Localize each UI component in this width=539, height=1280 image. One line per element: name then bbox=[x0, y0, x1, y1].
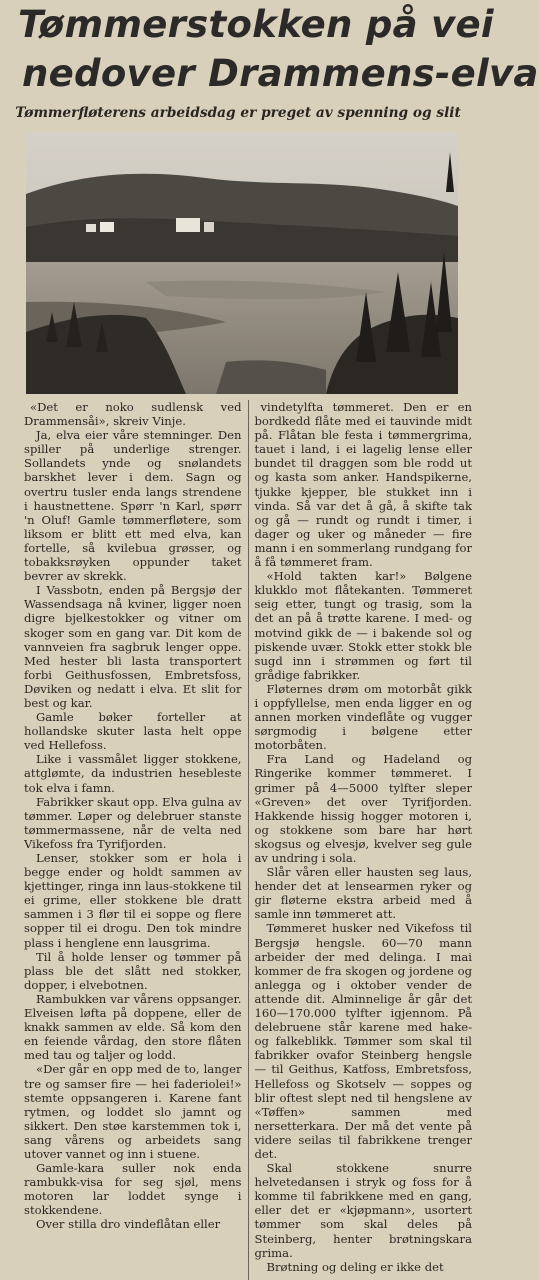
paragraph: Skal stokkene snurre helvetedansen i stryk og foss for å komme til fabrikkene med en gang, eller det er «kjøpmann», usortert tømmer som skal deles på Steinberg, henter brøtningskara grima. bbox=[254, 1161, 472, 1260]
paragraph: Fra Land og Hadeland og Ringerike kommer tømmeret. I grimer på 4—5000 tylfter sleper «Greven» det over Tyrifjorden. Hakkende hissig hogger motoren i, og stokkene som bare har hørt skogsus og elvesjø, kvelver seg gule av undring i sola. bbox=[254, 752, 472, 865]
paragraph: Fabrikker skaut opp. Elva gulna av tømmer. Løper og delebruer stanste tømmermassene, når de velta ned Vikefoss fra Tyrifjorden. bbox=[24, 794, 242, 851]
headline-line-2: nedover Drammens-elva bbox=[22, 52, 539, 95]
paragraph: Slår våren eller hausten seg laus, hender det at lensearmen ryker og gir fløterne ekstra arbeid med å samle inn tømmeret att. bbox=[254, 865, 472, 922]
paragraph: Lenser, stokker som er hola i begge ender og holdt sammen av kjettinger, ringa inn laus-stokkene til ei grime, eller stokkene ble dratt sammen i 3 flør til ei soppe og flere sopper til ei drogu. Den tok mindre plass i henglene enn lausgrima. bbox=[24, 851, 242, 950]
paragraph: Over stilla dro vindeflåtan eller bbox=[36, 1217, 221, 1232]
paragraph: Brøtning og deling er ikke det bbox=[266, 1259, 444, 1274]
subheadline: Tømmerfløterens arbeidsdag er preget av spenning og slit bbox=[15, 105, 461, 121]
paragraph: «Der går en opp med de to, langer tre og samser fire — hei faderiolei!» stemte oppsangeren i. Karene fant rytmen, og loddet slo jamnt og sikkert. Den støe karstemmen tok i, sang vårens og arbeidets sang utover vannet og inn i stuene. bbox=[24, 1062, 242, 1161]
headline-line-1: Tømmerstokken på vei bbox=[18, 3, 494, 46]
paragraph: Like i vassmålet ligger stokkene, attglømte, da industrien hesebleste tok elva i famn. bbox=[24, 752, 242, 795]
paragraph: Til å holde lenser og tømmer på plass ble det slått ned stokker, dopper, i elvebotnen. bbox=[24, 949, 242, 992]
paragraph: «Det er noko sudlensk ved Drammensåi», skreiv Vinje. bbox=[24, 400, 242, 429]
landscape-photo bbox=[26, 132, 458, 394]
paragraph: Gamle bøker forteller at hollandske skuter lasta helt oppe ved Hellefoss. bbox=[24, 710, 242, 753]
paragraph: Rambukken var vårens oppsanger. Elveisen løfta på doppene, eller de knakk sammen av elde. Så kom den en feiende vårdag, den store flåten med tau og taljer og lodd. bbox=[24, 991, 242, 1063]
paragraph: «Hold takten kar!» Bølgene klukklo mot flåtekanten. Tømmeret seig etter, tungt og trasig, som la det an på å trøtte karene. I med- og motvind gikk de — i bakende sol og piskende uvær. Stokk etter stokk ble sugd inn i strømmen og ført til grådige fabrikker. bbox=[254, 569, 472, 682]
paragraph: Fløternes drøm om motorbåt gikk i oppfyllelse, men enda ligger en og annen morken vindeflåte og vugger sørgmodig i bølgene etter motorbåten. bbox=[254, 681, 472, 753]
paragraph: vindetylfta tømmeret. Den er en bordkedd flåte med ei tauvinde midt på. Flåtan ble festa i tømmergrima, tauet i land, i ei lagelig lense eller bundet til draggen som ble rodd ut og kasta som anker. Handspikerne, tjukke kjepper, ble stukket inn i vinda. Så var det å gå, å skifte tak og gå — rundt og rundt i timer, i dager og uker og måneder — fire mann i en sommerlang rundgang for å få tømmeret fram. bbox=[254, 400, 472, 570]
paragraph: Gamle-kara suller nok enda rambukk-visa for seg sjøl, mens motoren lar loddet synge i stokkendene. bbox=[24, 1161, 242, 1218]
paragraph: I Vassbotn, enden på Bergsjø der Wassendsaga nå kviner, ligger noen digre bjelkestokker og vitner om skoger som en gang var. Dit kom de vannveien fra sagbruk lenger oppe. Med hester bli lasta transportert forbi Geithusfossen, Embretsfoss, Døviken og nedatt i elva. Et slit for best og kar. bbox=[24, 583, 242, 710]
article-body bbox=[24, 400, 472, 1280]
paragraph: Ja, elva eier våre stemninger. Den spiller på underlige strenger. Sollandets ynde og snølandets barskhet lever i dem. Sagn og overtru tusler enda langs strendene i haustnettene. Spørr 'n Karl, spørr 'n Oluf! Gamle tømmerfløtere, som liksom er blitt ett med elva, kan fortelle, så kvilebua grøsser, og tobakksrøyken oppunder taket bevrer av skrekk. bbox=[24, 428, 242, 584]
photo-illustration bbox=[26, 132, 458, 394]
right-column bbox=[249, 400, 473, 1280]
left-column bbox=[24, 400, 249, 1280]
paragraph: Tømmeret husker ned Vikefoss til Bergsjø hengsle. 60—70 mann arbeider der med delinga. I mai kommer de fra skogen og jordene og anlegga og i oktober vender de attende dit. Alminnelige år går det 160—170.000 tylfter igjennom. På delebruene står karene med hake- og falkeblikk. Tømmer som skal til fabrikker ovafor Steinberg hengsle — til Geithus, Katfoss, Embretsfoss, Hellefoss og Skotselv — soppes og blir oftest slept ned til hengslene av «Tøffen» sammen med nersetterkara. Der må det vente på videre seilas til fabrikkene trenger det. bbox=[254, 921, 472, 1161]
